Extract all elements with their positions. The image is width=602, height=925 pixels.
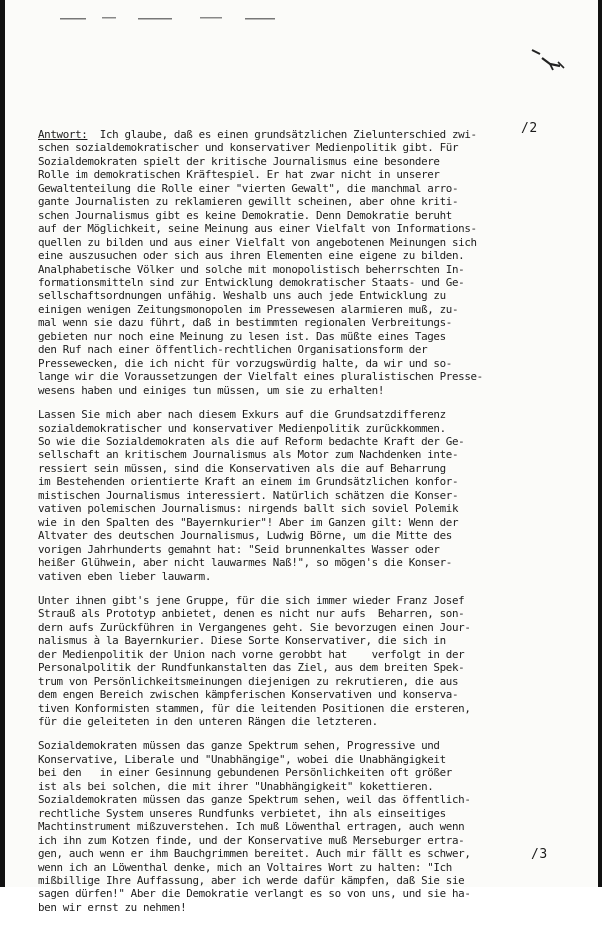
text-line: Rolle im demokratischen Kräftespiel. Er hat zwar nicht in unserer: [38, 168, 440, 182]
text-line: gebieten nur noch eine Meinung zu lesen ist. Das müßte eines Tages: [38, 329, 446, 343]
text-line: bei den in einer Gesinnung gebundenen Persönlichkeiten oft größer: [38, 766, 452, 780]
text-line: [38, 128, 570, 141]
text-line: rechtliche System unseres Rundfunks verbietet, ihn als einseitiges: [38, 806, 446, 820]
text-line: Sozialdemokraten müssen das ganze Spektrum sehen, weil das öffentlich-: [38, 793, 471, 807]
text-line: Sozialdemokraten müssen das ganze Spektrum sehen, Progressive und: [38, 739, 440, 753]
text-line: Personalpolitik der Rundfunkanstalten das Ziel, aus dem breiten Spek-: [38, 661, 465, 675]
text-line: Pressewecken, die ich nicht für vorzugswürdig halte, da wir und so-: [38, 356, 452, 370]
text-line: dern aufs Zurückführen in Vergangenes geht. Sie bevorzugen einen Jour-: [38, 620, 471, 634]
text-line: Analphabetische Völker und solche mit monopolistisch beherrschten In-: [38, 262, 465, 276]
scan-specks: [40, 14, 340, 24]
text-line: wenn ich an Löwenthal denke, mich an Voltaires Wort zu halten: "Ich: [38, 860, 452, 874]
scan-edge-left: [0, 0, 5, 887]
text-line: im Bestehenden orientierte Kraft an einem im Grundsätzlichen konfor-: [38, 475, 459, 489]
text-line: Strauß als Prototyp anbietet, denen es nicht nur aufs Beharren, son-: [38, 607, 465, 621]
document-body: [38, 128, 570, 925]
text-line: So wie die Sozialdemokraten als die auf Reform bedachte Kraft der Ge-: [38, 434, 465, 448]
text-line: tiven Konformisten stammen, für die leitenden Positionen die ersteren,: [38, 701, 471, 715]
paragraph-2: [38, 408, 570, 583]
paragraph-4: [38, 739, 570, 914]
text-line: auf der Möglichkeit, seine Meinung aus einer Vielfalt von Informations-: [38, 222, 477, 236]
text-line: sellschaftsordnungen unfähig. Weshalb uns auch jede Entwicklung zu: [38, 289, 446, 303]
text-line: schen sozialdemokratischer und konservativer Medienpolitik gibt. Für: [38, 141, 459, 155]
text-line: ich ihn zum Kotzen finde, und der Konservative muß Merseburger ertra-: [38, 833, 465, 847]
text-line: Konservative, Liberale und "Unabhängige", wobei die Unabhängigkeit: [38, 752, 446, 766]
page-number-top: /2: [521, 121, 538, 136]
text-line: mistischen Journalismus interessiert. Natürlich schätzen die Konser-: [38, 488, 459, 502]
paragraph-3: [38, 594, 570, 729]
text-line: trum von Persönlichkeitsmeinungen diejenigen zu rekrutieren, die aus: [38, 674, 459, 688]
text-line: heißer Glühwein, aber nicht lauwarmes Naß!", so mögen's die Konser-: [38, 556, 452, 570]
text-line: sozialdemokratischer und konservativer Medienpolitik zurückkommen.: [38, 421, 446, 435]
text-line: ist als bei solchen, die mit ihrer "Unabhängigkeit" kokettieren.: [38, 779, 434, 793]
text-line: für die geleiteten in den unteren Rängen die letzteren.: [38, 715, 378, 729]
text-line: ressiert sein müssen, sind die Konservativen als die auf Beharrung: [38, 461, 446, 475]
text-line: gen, auch wenn er ihm Bauchgrimmen bereitet. Auch mir fällt es schwer,: [38, 847, 471, 861]
text-line: lange wir die Voraussetzungen der Vielfalt eines pluralistischen Presse-: [38, 370, 483, 384]
text-line: Unter ihnen gibt's jene Gruppe, für die sich immer wieder Franz Josef: [38, 593, 465, 607]
text-line: den Ruf nach einer öffentlich-rechtlichen Organisationsform der: [38, 343, 428, 357]
text-line-content: Ich glaube, daß es einen grundsätzlichen Zielunterschied zwi-: [87, 128, 477, 141]
text-line: Altvater des deutschen Journalismus, Ludwig Börne, um die Mitte des: [38, 529, 452, 543]
text-line: gante Journalisten zu reklamieren gewillt scheinen, aber ohne kriti-: [38, 195, 459, 209]
scan-edge-right: [598, 0, 602, 887]
text-line: einigen wenigen Zeitungsmonopolen im Pressewesen alarmieren muß, zu-: [38, 302, 459, 316]
text-line: formationsmitteln sind zur Entwicklung demokratischer Staats- und Ge-: [38, 275, 465, 289]
answer-label: Antwort:: [38, 128, 88, 141]
text-line: ben wir ernst zu nehmen!: [38, 900, 187, 914]
text-line: schen Journalismus gibt es keine Demokratie. Denn Demokratie beruht: [38, 208, 452, 222]
text-line: quellen zu bilden und aus einer Vielfalt von angebotenen Meinungen sich: [38, 235, 477, 249]
text-line: wesens haben und einiges tun müssen, um sie zu erhalten!: [38, 383, 384, 397]
handwritten-corner-mark: [530, 44, 570, 78]
text-line: wie in den Spalten des "Bayernkurier"! Aber im Ganzen gilt: Wenn der: [38, 515, 459, 529]
text-line: Lassen Sie mich aber nach diesem Exkurs auf die Grundsatzdifferenz: [38, 408, 446, 422]
text-line: nalismus à la Bayernkurier. Diese Sorte Konservativer, die sich in: [38, 634, 446, 648]
text-line: vativen polemischen Journalismus: nirgends ballt sich soviel Polemik: [38, 502, 459, 516]
paragraph-1: [38, 128, 570, 397]
text-line: sagen dürfen!" Aber die Demokratie verlangt es so von uns, und sie ha-: [38, 887, 471, 901]
text-line: eine auszusuchen oder sich aus ihren Elementen eine eigene zu bilden.: [38, 249, 465, 263]
text-line: der Medienpolitik der Union nach vorne gerobbt hat verfolgt in der: [38, 647, 465, 661]
text-line: Machtinstrument mißzuverstehen. Ich muß Löwenthal ertragen, auch wenn: [38, 820, 465, 834]
text-line: sellschaft an kritischem Journalismus als Motor zum Nachdenken inte-: [38, 448, 459, 462]
page-number-bottom: /3: [531, 847, 548, 862]
text-line: Gewaltenteilung die Rolle einer "vierten Gewalt", die manchmal arro-: [38, 181, 459, 195]
text-line: mal wenn sie dazu führt, daß in bestimmten regionalen Verbreitungs-: [38, 316, 452, 330]
text-line: vativen eben lieber lauwarm.: [38, 569, 211, 583]
text-line: dem engen Bereich zwischen kämpferischen Konservativen und konserva-: [38, 688, 459, 702]
text-line: mißbillige Ihre Auffassung, aber ich werde dafür kämpfen, daß Sie sie: [38, 874, 465, 888]
text-line: vorigen Jahrhunderts gemahnt hat: "Seid brunnenkaltes Wasser oder: [38, 542, 440, 556]
text-line: Sozialdemokraten spielt der kritische Journalismus eine besondere: [38, 154, 440, 168]
